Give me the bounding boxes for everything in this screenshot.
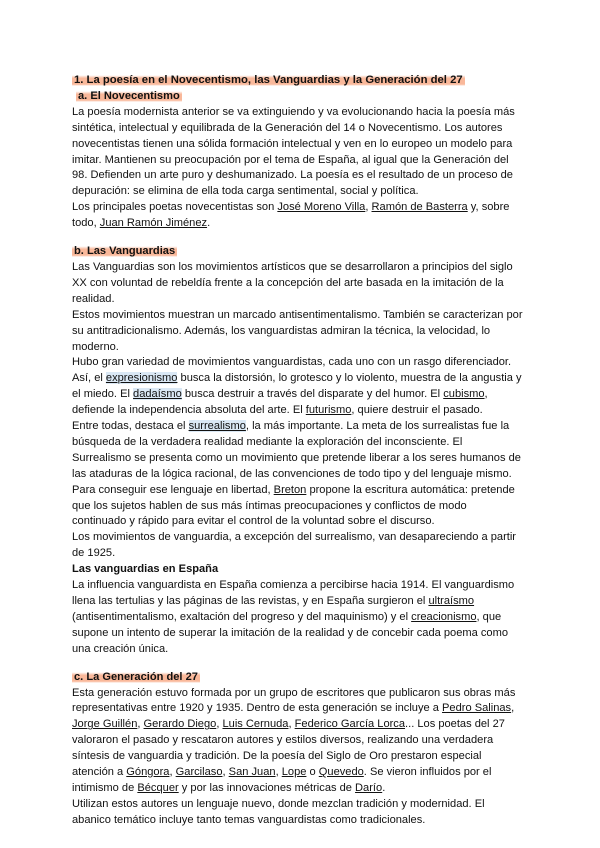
- author-link: Gerardo Diego: [143, 718, 217, 731]
- author-link: San Juan: [228, 766, 276, 779]
- section-b-paragraph-1: Las Vanguardias son los movimientos artísticos que se desarrollaron a principios del siglo XX con voluntad de rebeldía frente a la concepción del arte basada en la imitación de la realidad.: [72, 260, 513, 305]
- term-link: ultraísmo: [428, 595, 475, 607]
- term-link: futurismo: [305, 404, 352, 417]
- author-link: Jorge Guillén: [72, 718, 138, 731]
- section-b-paragraph-5: Los movimientos de vanguardia, a excepción del surrealismo, van desapareciendo a partir de 1925.: [72, 531, 516, 560]
- author-link: Ramón de Basterra: [371, 201, 468, 214]
- term-link: creacionismo: [411, 610, 477, 623]
- section-c-heading: c. La Generación del 27: [74, 670, 198, 683]
- section-a-paragraph: La poesía modernista anterior se va extinguiendo y va evolucionando hacia la poesía más sintética, intelectual y equilibrada de la Generación del 14 o Novecentismo. Los autores novecentistas tienen una sólida formación intelectual y ven en lo europeo un modelo para imitar. Mantienen su preocupación por el tema de España, al igual que la Generación del 98. Defienden un arte puro y deshumanizado. La poesía es el resultado de un proceso de depuración: se elimina de ella toda carga sentimental, social y política.: [72, 105, 515, 198]
- section-b-heading: b. Las Vanguardias: [74, 245, 176, 258]
- section-b-paragraph-3: Hubo gran variedad de movimientos vanguardistas, cada uno con un rasgo diferenciador. Así, el expresionismo busca la distorsión, lo grotesco y lo violento, muestra de la angustia y el miedo. El dadaísmo busca destruir a través del disparate y del humor. El cubismo, defiende la independencia absoluta del arte. El futurismo, quiere destruir el pasado.: [72, 356, 522, 417]
- section-b-subheading: Las vanguardias en España: [72, 563, 219, 576]
- section-b-paragraph-6: La influencia vanguardista en España comienza a percibirse hacia 1914. El vanguardismo llena las tertulias y las páginas de las revistas, y en España surgieron el ultraísmo (antisentimentalismo, exaltación del progreso y del maquinismo) y el creacionismo, que supone un intento de superar la imitación de la realidad y de concebir cada poema como una creación única.: [72, 579, 515, 655]
- author-link: Juan Ramón Jiménez: [99, 217, 208, 230]
- section-a-heading: a. El Novecentismo: [78, 89, 180, 102]
- document-title: 1. La poesía en el Novecentismo, las Vanguardias y la Generación del 27: [74, 74, 463, 86]
- author-link: Luis Cernuda: [222, 718, 289, 731]
- author-link: Darío: [355, 781, 383, 794]
- term-link: expresionismo: [105, 372, 178, 385]
- author-link: Bécquer: [137, 781, 179, 794]
- term-link: cubismo: [443, 388, 485, 401]
- section-b-paragraph-2: Estos movimientos muestran un marcado antisentimentalismo. También se caracterizan por su antitradicionalismo. Además, los vanguardistas admiran la técnica, la velocidad, lo moderno.: [72, 308, 523, 353]
- term-link: surrealismo: [188, 420, 246, 433]
- author-link: José Moreno Villa: [277, 201, 366, 214]
- section-c-paragraph-2: Utilizan estos autores un lenguaje nuevo, donde mezclan tradición y modernidad. El abanico temático incluye tanto temas vanguardistas como tradicionales.: [72, 797, 485, 826]
- section-b-paragraph-4: Entre todas, destaca el surrealismo, la más importante. La meta de los surrealistas fue la búsqueda de la verdadera realidad mediante la exploración del inconsciente. El Surrealismo se presenta como un movimiento que pretende liberar a los seres humanos de las ataduras de la lógica racional, de las convenciones de todo tipo y del lenguaje mismo. Para conseguir ese lenguaje en libertad, Breton propone la escritura automática: pretende que los sujetos hablen de sus más íntimas preocupaciones y conflictos de modo continuado y rápido para evitar el control de la voluntad sobre el discurso.: [72, 420, 521, 528]
- author-link: Quevedo: [318, 766, 364, 779]
- term-link: dadaísmo: [133, 388, 182, 401]
- author-link: Pedro Salinas: [442, 702, 512, 715]
- author-link: Federico García Lorca: [294, 718, 406, 731]
- author-link: Lope: [281, 766, 307, 779]
- author-link: Góngora: [126, 766, 170, 779]
- section-a-authors: Los principales poetas novecentistas son José Moreno Villa, Ramón de Basterra y, sobre todo, Juan Ramón Jiménez.: [72, 201, 510, 230]
- section-c-paragraph-1: Esta generación estuvo formada por un grupo de escritores que publicaron sus obras más representativas entre 1920 y 1935. Dentro de esta generación se incluye a Pedro Salinas, Jorge Guillén, Gerardo Diego, Luis Cernuda, Federico García Lorca... Los poetas del 27 valoraron el pasado y rescataron autores y estilos diversos, realizando una verdadera síntesis de vanguardia y tradición. De la poesía del Siglo de Oro prestaron especial atención a Góngora, Garcilaso, San Juan, Lope o Quevedo. Se vieron influidos por el intimismo de Bécquer y por las innovaciones métricas de Darío.: [72, 686, 516, 794]
- author-link: Breton: [273, 483, 307, 496]
- author-link: Garcilaso: [175, 766, 223, 779]
